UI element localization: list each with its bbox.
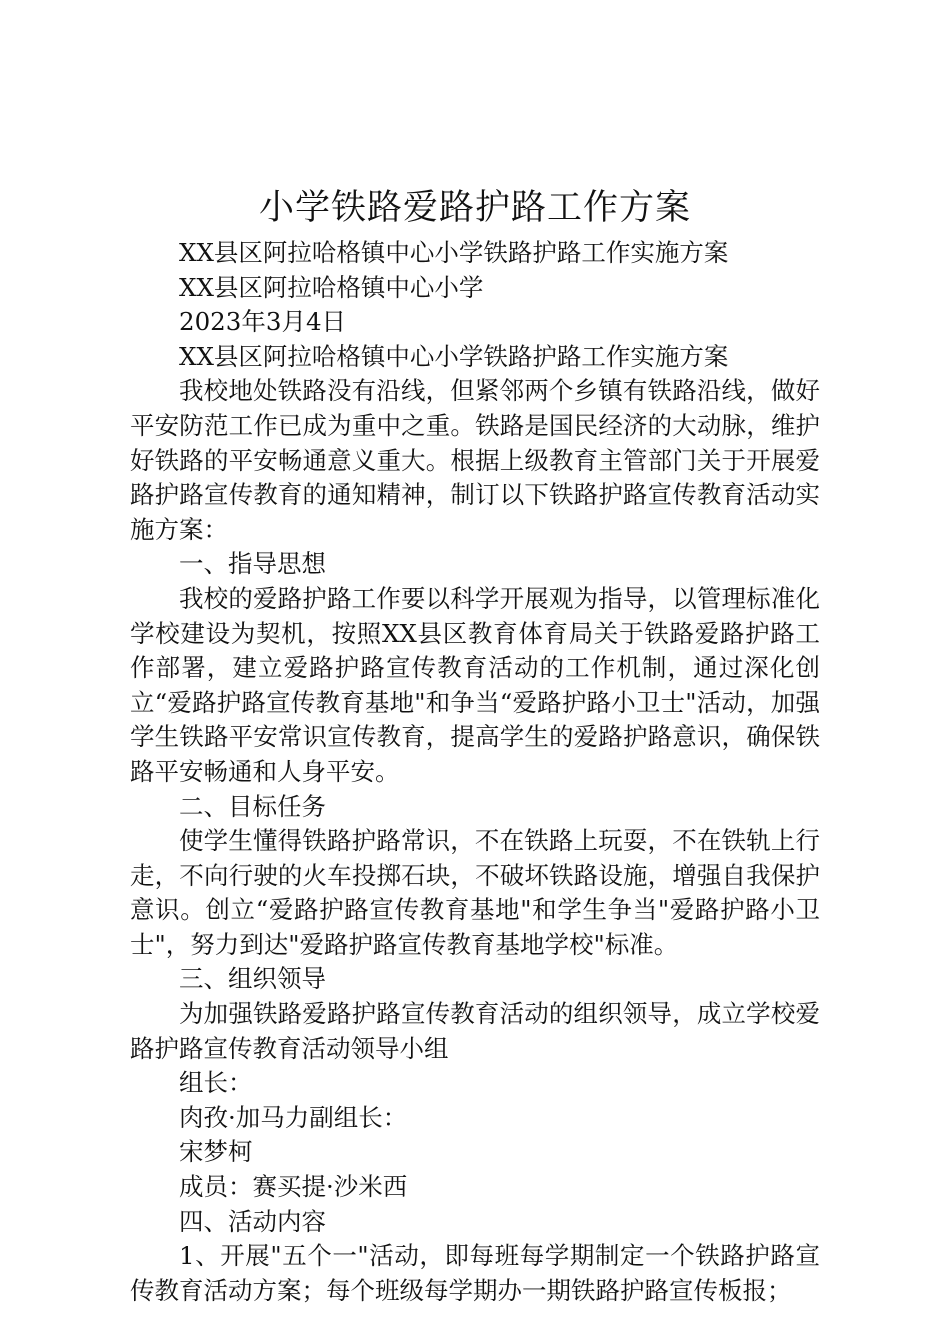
member-line-leader: 组长：: [179, 1068, 253, 1098]
document-title: 小学铁路爱路护路工作方案: [258, 188, 691, 228]
school-name-line: XX县区阿拉哈格镇中心小学: [179, 272, 484, 302]
section-body-organization: 为加强铁路爱路护路宣传教育活动的组织领导，成立学校爱路护路宣传教育活动领导小组: [130, 999, 820, 1063]
intro-paragraph: 我校地处铁路没有沿线，但紧邻两个乡镇有铁路沿线，做好平安防范工作已成为重中之重。铁路是国民经济的大动脉，维护好铁路的平安畅通意义重大。根据上级教育主管部门关于开展爱路护路宣传教育的通知精神，制订以下铁路护路宣传教育活动实施方案：: [130, 376, 820, 544]
subtitle-line: XX县区阿拉哈格镇中心小学铁路护路工作实施方案: [179, 238, 729, 267]
section-heading-guiding: 一、指导思想: [179, 549, 326, 579]
section-heading-goals: 二、目标任务: [179, 791, 326, 821]
section-heading-activities: 四、活动内容: [179, 1206, 326, 1236]
section-body-goals: 使学生懂得铁路护路常识，不在铁路上玩耍，不在铁轨上行走，不向行驶的火车投掷石块，不破坏铁路设施，增强自我保护意识。创立“爱路护路宣传教育基地"和学生争当"爱路护路小卫士"，努力到达"爱路护路宣传教育基地学校"标准。: [130, 826, 820, 959]
plan-title-line: XX县区阿拉哈格镇中心小学铁路护路工作实施方案: [179, 341, 729, 371]
date-line: 2023年3月4日: [179, 307, 347, 337]
member-line-deputy-name: 宋梦柯: [179, 1137, 253, 1167]
document-page: [130, 182, 820, 1308]
section-body-guiding: 我校的爱路护路工作要以科学开展观为指导，以管理标准化学校建设为契机，按照XX县区教育体育局关于铁路爱路护路工作部署，建立爱路护路宣传教育活动的工作机制，通过深化创立“爱路护路宣传教育基地"和争当“爱路护路小卫士"活动，加强学生铁路平安常识宣传教育，提高学生的爱路护路意识，确保铁路平安畅通和人身平安。: [130, 583, 820, 786]
section-body-activities: 1、开展"五个一"活动，即每班每学期制定一个铁路护路宣传教育活动方案；每个班级每学期办一期铁路护路宣传板报；: [130, 1241, 820, 1305]
member-line-members: 成员：赛买提·沙米西: [179, 1172, 408, 1202]
member-line-deputy: 肉孜·加马力副组长：: [179, 1102, 408, 1132]
section-heading-organization: 三、组织领导: [179, 964, 326, 994]
